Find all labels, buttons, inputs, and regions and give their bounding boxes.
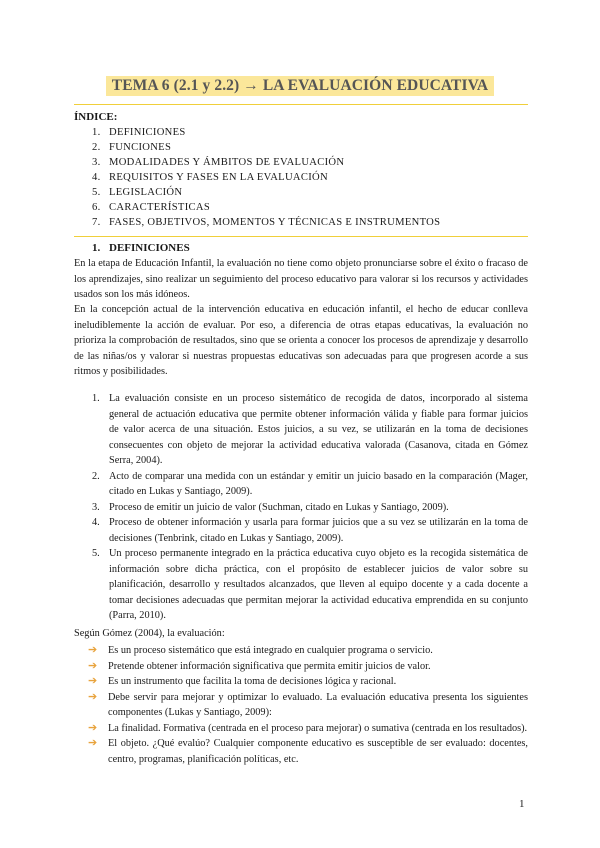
definition-item: [92, 515, 528, 546]
index-item-label: MODALIDADES Y ÁMBITOS DE EVALUACIÓN: [109, 157, 345, 168]
index-item-num: 5.: [92, 187, 101, 198]
definition-item: [92, 546, 528, 624]
index-item-num: 6.: [92, 202, 101, 213]
trait-text: Pretende obtener información significativa que permita emitir juicios de valor.: [108, 660, 431, 672]
definition-num: 4.: [92, 517, 100, 528]
trait-item: [88, 659, 528, 675]
index-item-num: 1.: [92, 127, 101, 138]
definition-text: Acto de comparar una medida con un estándar y emitir un juicio basado en la comparación (Mager, citado en Lukas y Santiago, 2009).: [109, 470, 528, 497]
index-item-num: 2.: [92, 142, 101, 153]
page-number: 1: [519, 798, 525, 810]
definition-num: 1.: [92, 393, 100, 404]
definition-num: 2.: [92, 470, 100, 482]
evaluation-traits-list: [88, 643, 528, 767]
index-item-num: 4.: [92, 172, 101, 183]
index-item-num: 7.: [92, 217, 101, 228]
index-item-label: REQUISITOS Y FASES EN LA EVALUACIÓN: [109, 172, 328, 183]
definition-num: 5.: [92, 548, 100, 559]
index-item-label: DEFINICIONES: [109, 127, 186, 138]
section-heading: [92, 242, 190, 254]
trait-text: Es un proceso sistemático que está integrado en cualquier programa o servicio.: [108, 645, 433, 656]
index-item: [92, 125, 440, 140]
segun-gomez-line: Según Gómez (2004), la evaluación:: [74, 628, 225, 639]
index-list: [92, 125, 440, 230]
index-heading: ÍNDICE:: [74, 111, 118, 123]
trait-item: [88, 674, 528, 690]
arrow-icon: ➔: [88, 690, 98, 703]
trait-text: El objeto. ¿Qué evalúo? Cualquier componente educativo es susceptible de ser evaluado: docentes, centro, programas, planificación políticas, etc.: [108, 738, 528, 765]
definitions-list: [92, 391, 528, 624]
section-title: DEFINICIONES: [109, 242, 190, 254]
index-item-label: CARACTERÍSTICAS: [109, 202, 211, 213]
definition-item: [92, 469, 528, 500]
intro-paragraph-2: En la concepción actual de la intervención educativa en educación infantil, el hecho de educar conlleva ineludiblemente la acción de evaluar. Por eso, a diferencia de otras etapas educativas, la evaluación no prioriza la comprobación de resultados, sino que se orienta a conocer los procesos de aprendizaje y desarrollo de las niñas/os y valorar si nuestras propuestas educativas son adecuadas para que progresen acorde a sus ritmos y posibilidades.: [74, 304, 528, 377]
title-wrap: [0, 76, 600, 96]
arrow-icon: ➔: [88, 659, 98, 672]
index-item-label: FASES, OBJETIVOS, MOMENTOS Y TÉCNICAS E INSTRUMENTOS: [109, 217, 441, 228]
trait-item: [88, 690, 528, 721]
definition-text: Proceso de obtener información y usarla para formar juicios que a su vez se utilizarán en la toma de decisiones (Tenbrink, citado en Lukas y Santiago, 2009).: [109, 517, 528, 544]
index-item: [92, 140, 440, 155]
definition-item: [92, 391, 528, 469]
index-item: [92, 155, 440, 170]
arrow-icon: ➔: [88, 644, 98, 656]
definition-item: [92, 500, 528, 516]
trait-item: [88, 736, 528, 767]
index-item-label: LEGISLACIÓN: [109, 187, 183, 198]
intro-paragraph-1: En la etapa de Educación Infantil, la evaluación no tiene como objeto pronunciarse sobre el éxito o fracaso de los aprendizajes, sino realizar un seguimiento del proceso educativo para valorar si los recursos y actividades usados son los más idóneos.: [74, 258, 528, 300]
index-item: [92, 170, 440, 185]
divider-top: [74, 104, 528, 105]
arrow-icon: ➔: [88, 721, 98, 734]
document-title: TEMA 6 (2.1 y 2.2) → LA EVALUACIÓN EDUCATIVA: [106, 76, 494, 96]
definition-text: La evaluación consiste en un proceso sistemático de recogida de datos, incorporado al sistema general de actuación educativa que permite obtener información válida y fiable para formar juicios de valor acerca de una situación. Estos juicios, a su vez, se utilizarán en la toma de decisiones consecuentes con objeto de mejorar la actividad educativa valorada (Casanova, citada en Gómez Serra, 2004).: [109, 393, 528, 466]
index-item-num: 3.: [92, 157, 101, 168]
index-item: [92, 200, 440, 215]
trait-item: [88, 643, 528, 659]
index-item: [92, 185, 440, 200]
index-item: [92, 215, 440, 230]
definition-num: 3.: [92, 501, 100, 513]
trait-text: Debe servir para mejorar y optimizar lo evaluado. La evaluación educativa presenta los siguientes componentes (Lukas y Santiago, 2009):: [108, 691, 528, 718]
section-num: 1.: [92, 242, 101, 254]
arrow-icon: ➔: [88, 737, 98, 749]
trait-text: Es un instrumento que facilita la toma de decisiones lógica y racional.: [108, 676, 397, 687]
divider-index: [74, 236, 528, 237]
index-item-label: FUNCIONES: [109, 142, 172, 153]
trait-text: La finalidad. Formativa (centrada en el proceso para mejorar) o sumativa (centrada en los resultados).: [108, 722, 528, 734]
definition-text: Un proceso permanente integrado en la práctica educativa cuyo objeto es la recogida sistemática de información sobre dicha práctica, con el propósito de establecer juicios de valor sobre su planificación, desarrollo y resultados alcanzados, que lleven al equipo docente y a cada docente a tomar decisiones adecuadas que permitan mejorar la actividad educativa emprendida en su conjunto (Parra, 2010).: [109, 548, 528, 621]
definition-text: Proceso de emitir un juicio de valor (Suchman, citado en Lukas y Santiago, 2009).: [109, 501, 449, 513]
trait-item: [88, 721, 528, 737]
arrow-icon: ➔: [88, 675, 98, 687]
